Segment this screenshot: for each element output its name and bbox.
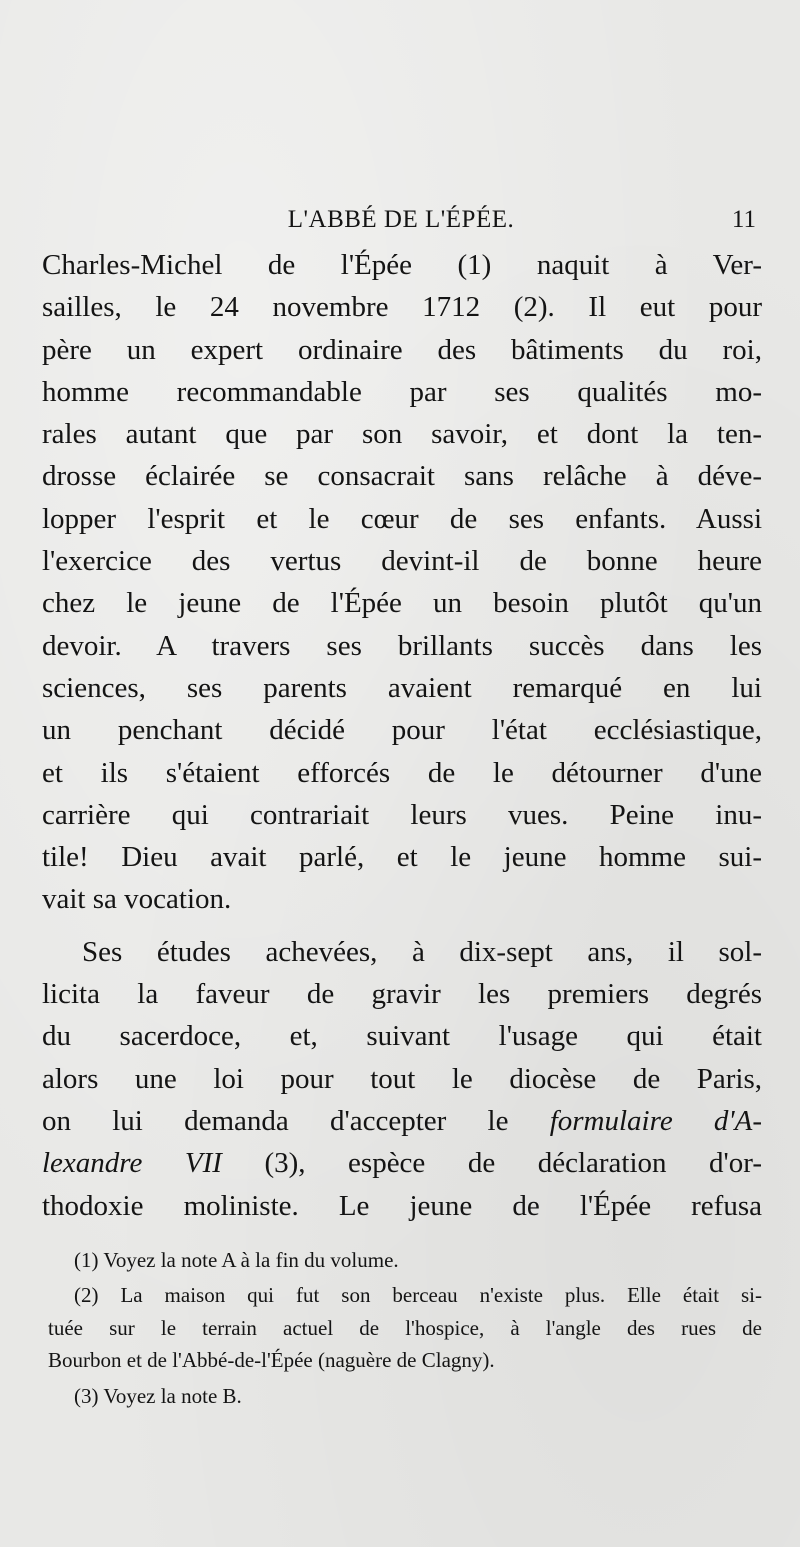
running-title: L'ABBÉ DE L'ÉPÉE.: [287, 206, 515, 233]
text-line: l'exercice des vertus devint-il de bonne heure: [42, 545, 762, 578]
body-text: [42, 244, 762, 1227]
page-number: 11: [731, 206, 756, 233]
footnote-3: (3) Voyez la note B.: [74, 1383, 242, 1408]
footnote-2-line: (2) La maison qui fut son berceau n'existe plus. Elle était si-: [74, 1283, 762, 1308]
text-line: père un expert ordinaire des bâtiments du roi,: [42, 333, 762, 366]
footnote-2-line: Bourbon et de l'Abbé-de-l'Épée (naguère de Clagny).: [48, 1348, 495, 1373]
text-line: homme recommandable par ses qualités mo-: [42, 375, 762, 408]
page-header: [40, 200, 762, 240]
text-line: chez le jeune de l'Épée un besoin plutôt qu'un: [42, 587, 762, 620]
text-line: lopper l'esprit et le cœur de ses enfants. Aussi: [42, 502, 762, 535]
text-line: sailles, le 24 novembre 1712 (2). Il eut pour: [42, 291, 762, 324]
text-run: (3), espèce de déclaration d'or-: [221, 1147, 762, 1180]
text-line: [42, 1142, 762, 1184]
italic-title: formulaire d'A-: [549, 1104, 762, 1137]
text-line: et ils s'étaient efforcés de le détourner d'une: [42, 756, 762, 789]
footnotes: [48, 1244, 762, 1412]
text-line: thodoxie moliniste. Le jeune de l'Épée refusa: [42, 1189, 762, 1222]
footnote-1: (1) Voyez la note A à la fin du volume.: [74, 1248, 399, 1272]
italic-title: lexandre VII: [42, 1147, 222, 1180]
text-line: rales autant que par son savoir, et dont la ten-: [42, 418, 762, 451]
text-line: devoir. A travers ses brillants succès dans les: [42, 629, 762, 662]
text-line: drosse éclairée se consacrait sans relâche à déve-: [42, 460, 762, 493]
footnote-2-line: tuée sur le terrain actuel de l'hospice, à l'angle des rues de: [48, 1315, 762, 1340]
text-line: un penchant décidé pour l'état ecclésiastique,: [42, 714, 762, 747]
text-line: tile! Dieu avait parlé, et le jeune homme sui-: [42, 841, 762, 874]
text-line: alors une loi pour tout le diocèse de Paris,: [42, 1062, 762, 1095]
text-line: licita la faveur de gravir les premiers degrés: [42, 978, 762, 1011]
text-line: Charles-Michel de l'Épée (1) naquit à Ver-: [42, 249, 762, 281]
text-line: vait sa vocation.: [42, 883, 232, 916]
paragraph-gap: [42, 921, 762, 931]
text-line: Ses études achevées, à dix-sept ans, il sol-: [82, 935, 762, 968]
text-line: du sacerdoce, et, suivant l'usage qui était: [42, 1020, 762, 1053]
text-line: carrière qui contrariait leurs vues. Peine inu-: [42, 798, 762, 831]
text-line: sciences, ses parents avaient remarqué en lui: [42, 671, 762, 704]
text-line: [42, 1100, 762, 1142]
text-run: on lui demanda d'accepter le: [42, 1104, 550, 1137]
